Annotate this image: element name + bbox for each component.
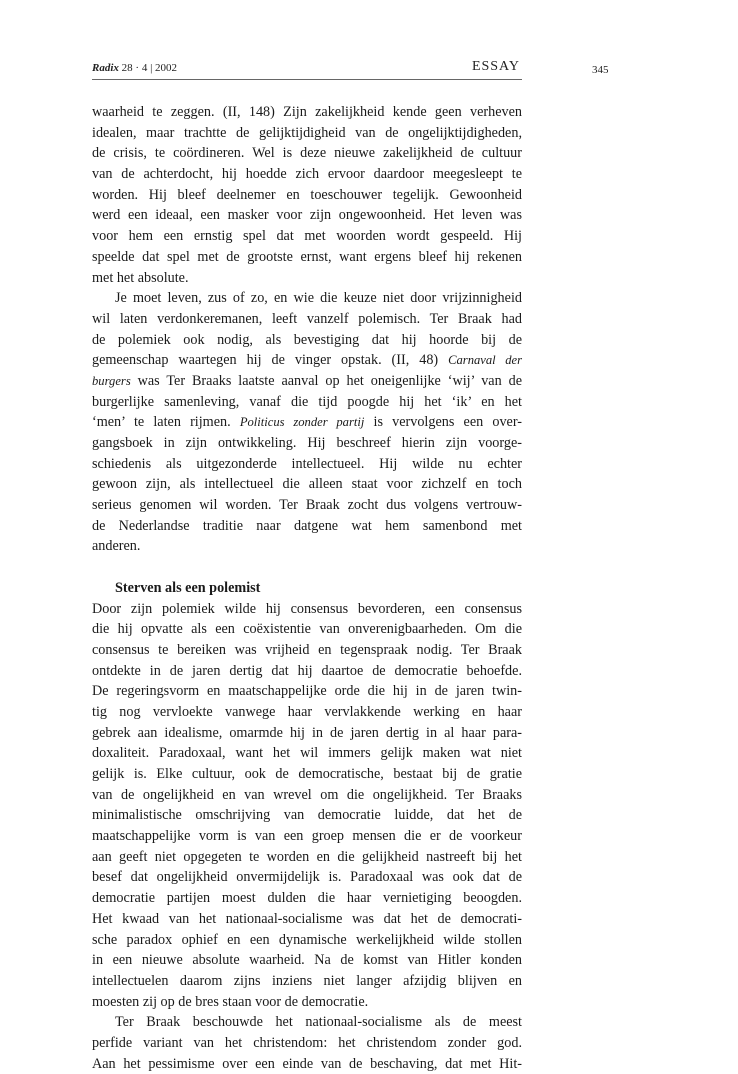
text-line: gebrek aan idealisme, omarmde hij in de jaren dertig in al haar para- — [92, 724, 522, 741]
paragraph-2 — [92, 288, 522, 557]
paragraph-3 — [92, 599, 522, 1013]
text-line: Aan het pessimisme over een einde van de beschaving, dat met Hit- — [92, 1055, 522, 1072]
text-line: burgerlijke samenleving, vanaf die tijd poogde hij het ‘ik’ en het — [92, 393, 522, 410]
text-line: wil laten verdonkeremanen, leeft vanzelf polemisch. Ter Braak had — [92, 310, 522, 327]
text-line: moesten zij op de bres staan voor de democratie. — [92, 993, 369, 1010]
text-line: idealen, maar trachtte de gelijktijdigheid van de ongelijktijdigheden, — [92, 124, 522, 141]
text-line: werd een ideaal, een masker voor zijn ongewoonheid. Het leven was — [92, 207, 522, 224]
section-spacer — [92, 557, 522, 578]
text-line: Je moet leven, zus of zo, en wie die keuze niet door vrijzinnigheid — [115, 290, 522, 307]
paragraph-1 — [92, 102, 522, 288]
book-title: burgers — [92, 373, 131, 388]
text-line: perfide variant van het christendom: het christendom zonder god. — [92, 1034, 522, 1051]
text-line: van de ongelijkheid en van wrevel om die ongelijkheid. Ter Braaks — [92, 786, 522, 803]
journal-citation — [92, 62, 177, 74]
section-heading: Sterven als een polemist — [115, 579, 261, 596]
text-line — [92, 350, 522, 371]
journal-issue: 28 · 4 | 2002 — [121, 62, 178, 74]
paragraph-4 — [92, 1012, 522, 1074]
text-line: voor hem een ernstig spel dat met woorden wordt gespeeld. Hij — [92, 228, 522, 245]
text-run: gemeenschap waartegen hij de vinger opstak. (II, 48) — [92, 352, 439, 369]
page-number: 345 — [592, 64, 609, 76]
text-line: van de achterdocht, hij hoedde zich ervoor daardoor meegesleept te — [92, 166, 522, 183]
text-line: consensus te bereiken was vrijheid en tegenspraak nodig. Ter Braak — [92, 641, 522, 658]
text-line: in een nieuwe absolute waarheid. Na de komst van Hitler konden — [92, 952, 522, 969]
text-line: De regeringsvorm en maatschappelijke orde die hij in de jaren twin- — [92, 683, 522, 700]
text-line: anderen. — [92, 538, 141, 555]
text-line: de crisis, te coördineren. Wel is deze nieuwe zakelijkheid de cultuur — [92, 145, 522, 162]
text-line: gewoon zijn, als intellectueel die alleen staat voor zichzelf en toch — [92, 476, 522, 493]
text-line: sche paradox ophief en een dynamische werkelijkheid wilde stollen — [92, 931, 522, 948]
running-header — [92, 59, 522, 80]
journal-name: Radix — [92, 62, 119, 74]
text-line: de Nederlandse traditie naar datgene wat hem samenbond met — [92, 517, 522, 534]
book-title: Carnaval der — [448, 353, 523, 368]
text-line: aan geeft niet opgegeten te worden en die gelijkheid nastreeft bij het — [92, 848, 522, 865]
text-run: was Ter Braaks laatste aanval op het oneigenlijke ‘wij’ van de — [137, 372, 522, 389]
text-run: is vervolgens een over- — [373, 414, 523, 431]
text-line: waarheid te zeggen. (II, 148) Zijn zakelijkheid kende geen verheven — [92, 104, 522, 120]
text-line: de polemiek ook nodig, als bevestiging dat hij hoorde bij de — [92, 331, 522, 348]
text-line: speelde dat spel met de grootste ernst, want ergens bleef hij rekenen — [92, 248, 522, 265]
text-run: ‘men’ te laten rijmen. — [92, 414, 231, 431]
text-line: democratie partijen moest dulden die haar vernietiging beoogden. — [92, 890, 522, 907]
text-line: die hij opvatte als een coëxistentie van onverenigbaarheden. Om die — [92, 621, 522, 638]
text-line: met het absolute. — [92, 269, 189, 286]
text-line: intellectuelen daarom zijns inziens niet langer afzijdig blijven en — [92, 972, 522, 989]
text-line: besef dat ongelijkheid onvermijdelijk is. Paradoxaal was ook dat de — [92, 869, 522, 886]
text-line: schiedenis als uitgezonderde intellectueel. Hij wilde nu echter — [92, 455, 522, 472]
text-line: worden. Hij bleef deelnemer en toeschouwer tegelijk. Gewoonheid — [92, 186, 522, 203]
text-line: ontdekte in de jaren dertig dat hij daartoe de democratie behoefde. — [92, 662, 522, 679]
text-line: gangsboek in zijn ontwikkeling. Hij beschreef hierin zijn voorge- — [92, 435, 522, 451]
text-line: tig nog vervloekte vanwege haar vervlakkende werking en haar — [92, 703, 522, 720]
text-line: doxaliteit. Paradoxaal, want het wil immers gelijk maken wat niet — [92, 745, 522, 762]
text-line: Door zijn polemiek wilde hij consensus bevorderen, een consensus — [92, 600, 522, 617]
text-line — [92, 412, 522, 433]
text-line — [92, 371, 522, 392]
text-line: minimalistische omschrijving van democratie luidde, dat het de — [92, 807, 522, 824]
section-label: ESSAY — [471, 59, 520, 74]
body-text — [92, 102, 522, 1074]
text-line: Ter Braak beschouwde het nationaal-socialisme als de meest — [115, 1014, 522, 1031]
text-line: maatschappelijke vorm is van een groep mensen die er de voorkeur — [92, 828, 522, 845]
book-title: Politicus zonder partij — [239, 415, 365, 430]
text-line: gelijk is. Elke cultuur, ook de democratische, bestaat bij de gratie — [92, 766, 522, 782]
text-line: serieus genomen wil worden. Ter Braak zocht dus volgens vertrouw- — [92, 497, 522, 514]
text-line: Het kwaad van het nationaal-socialisme was dat het de democrati- — [92, 910, 522, 927]
